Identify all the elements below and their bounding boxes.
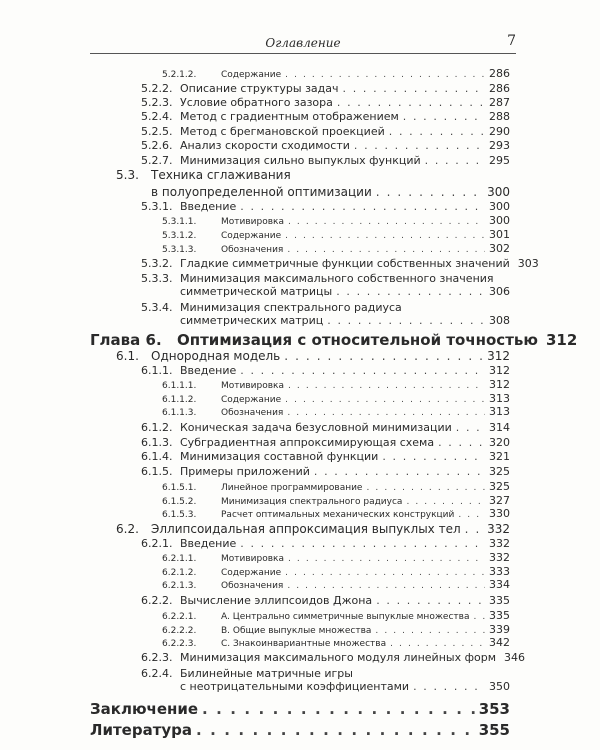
toc-entry-number: 6.2.1.3. (162, 581, 197, 591)
toc-entry-page: 335 (489, 594, 510, 607)
toc-entry-title: Минимизация максимального модуля линейных форм (180, 651, 497, 664)
toc-entry-page: 306 (489, 285, 510, 298)
toc-entry[interactable] (141, 96, 510, 109)
toc-entry-page: 286 (489, 67, 510, 80)
dot-leader (336, 285, 485, 298)
toc-entry-page: 353 (478, 700, 510, 718)
toc-entry-page: 286 (489, 82, 510, 95)
toc-entry[interactable] (141, 139, 510, 152)
toc-entry-title: B. Общие выпуклые множества (221, 626, 372, 636)
toc-entry[interactable] (141, 110, 510, 123)
dot-leader (196, 721, 475, 739)
toc-entry-page: 308 (489, 314, 510, 327)
toc-entry-title: Описание структуры задач (180, 82, 339, 95)
toc-entry-title-continuation: симметрических матриц (180, 314, 324, 327)
toc-entry[interactable] (141, 154, 510, 167)
dot-leader (458, 510, 485, 520)
toc-entry-title: Литература (90, 721, 193, 739)
toc-entry-number: 6.1.1. (141, 364, 173, 377)
toc-entry-title: Минимизация составной функции (180, 450, 379, 463)
toc-entry-title: Минимизация спектрального радиуса (221, 497, 403, 507)
toc-entry-number: 5.3.4. (141, 301, 173, 314)
dot-leader (287, 245, 485, 255)
toc-entry-page: 346 (504, 651, 526, 664)
dot-leader (240, 364, 485, 377)
toc-entry-page: 350 (489, 680, 510, 693)
dot-leader (376, 185, 483, 199)
toc-entry-number: 5.2.3. (141, 96, 173, 109)
toc-entry[interactable] (141, 257, 539, 270)
toc-entry[interactable] (162, 378, 510, 391)
toc-entry-title: Введение (180, 200, 237, 213)
toc-entry-number: 5.3.1.2. (162, 231, 197, 241)
toc-entry-title: Мотивировка (221, 381, 284, 391)
toc-entry-number: 5.2.2. (141, 82, 173, 95)
dot-leader (314, 465, 485, 478)
toc-entry-number: 6.1.1.2. (162, 395, 197, 405)
toc-entry[interactable] (141, 436, 510, 449)
toc-entry-title-continuation: симметрической матрицы (180, 285, 333, 298)
toc-entry-page: 342 (489, 636, 510, 649)
toc-entry-page: 325 (489, 465, 510, 478)
toc-entry-title: Минимизация спектрального радиуса (180, 301, 402, 314)
toc-entry-page: 288 (489, 110, 510, 123)
toc-entry-number: 5.2.4. (141, 110, 173, 123)
toc-entry-number: 6.1.5.3. (162, 510, 197, 520)
toc-entry-number: 5.2.5. (141, 125, 173, 138)
toc-entry-number: 6.1.5. (141, 465, 173, 478)
toc-entry[interactable] (90, 721, 510, 739)
toc-entry-page: 293 (489, 139, 510, 152)
toc-entry-page: 300 (489, 214, 510, 227)
toc-entry-number: 5.2.6. (141, 139, 173, 152)
dot-leader (337, 96, 485, 109)
dot-leader (343, 82, 485, 95)
dot-leader (456, 421, 485, 434)
toc-entry-title: Метод с брегмановской проекцией (180, 125, 385, 138)
header-title: Оглавление (265, 36, 341, 50)
dot-leader (288, 217, 485, 227)
toc-entry[interactable] (116, 349, 510, 363)
toc-entry-title: Линейное программирование (221, 483, 363, 493)
toc-entry-number: 5.3.2. (141, 257, 173, 270)
toc-entry-page: 339 (489, 623, 510, 636)
toc-entry-number: 6.2.3. (141, 651, 173, 664)
toc-entry-title: Содержание (221, 568, 282, 578)
dot-leader (389, 125, 485, 138)
toc-entry-title: Обозначения (221, 245, 284, 255)
toc-entry[interactable] (141, 272, 510, 298)
toc-entry[interactable] (162, 507, 510, 520)
toc-entry-number: 6.1.1.3. (162, 408, 197, 418)
toc-entry-page: 314 (489, 421, 510, 434)
toc-entry[interactable] (90, 331, 578, 349)
toc-entry[interactable] (141, 200, 510, 213)
toc-entry-page: 312 (489, 364, 510, 377)
toc-entry[interactable] (141, 364, 510, 377)
toc-entry-number: 6.1.5.1. (162, 483, 197, 493)
toc-entry-title: Условие обратного зазора (180, 96, 333, 109)
toc-entry-page: 333 (489, 565, 510, 578)
toc-entry-title: Вычисление эллипсоидов Джона (180, 594, 373, 607)
toc-entry-number: 6.2.1. (141, 537, 173, 550)
toc-entry[interactable] (162, 623, 510, 636)
toc-entry-page: 320 (489, 436, 510, 449)
toc-entry-page: 327 (489, 494, 510, 507)
toc-entry-page: 287 (489, 96, 510, 109)
toc-entry[interactable] (162, 242, 510, 255)
toc-entry-title: Содержание (221, 70, 282, 80)
toc-entry-number: 6.2.4. (141, 667, 173, 680)
toc-entry-number: 6.1.2. (141, 421, 173, 434)
dot-leader (327, 314, 485, 327)
toc-entry-page: 290 (489, 125, 510, 138)
toc-entry-number: 5.3.3. (141, 272, 173, 285)
toc-entry-number: 5.3. (116, 168, 139, 182)
toc-entry[interactable] (162, 636, 510, 649)
toc-entry-page: 313 (489, 392, 510, 405)
dot-leader (375, 626, 485, 636)
dot-leader (240, 200, 485, 213)
toc-entry-title: Минимизация максимального собственного значения (180, 272, 494, 285)
toc-entry-page: 302 (489, 242, 510, 255)
toc-entry-title: Обозначения (221, 581, 284, 591)
toc-entry[interactable] (141, 594, 510, 607)
toc-entry[interactable] (162, 67, 510, 80)
toc-entry-number: 6.1.1.1. (162, 381, 197, 391)
toc-entry[interactable] (162, 228, 510, 241)
toc-entry-title: Анализ скорости сходимости (180, 139, 350, 152)
toc-entry[interactable] (141, 667, 510, 693)
toc-entry-title: Мотивировка (221, 217, 284, 227)
toc-entry-page: 330 (489, 507, 510, 520)
toc-entry-title: Расчет оптимальных механических конструкций (221, 510, 455, 520)
dot-leader (285, 231, 485, 241)
dot-leader (202, 700, 475, 718)
toc-entry-page: 332 (489, 537, 510, 550)
toc-entry-title: Эллипсоидальная аппроксимация выпуклых тел (151, 522, 461, 536)
toc-entry-title: Примеры приложений (180, 465, 310, 478)
toc-entry-page: 300 (489, 200, 510, 213)
toc-entry[interactable] (162, 405, 510, 418)
toc-entry-title: Гладкие симметричные функции собственных значений (180, 257, 510, 270)
toc-entry-page: 332 (489, 551, 510, 564)
dot-leader (413, 680, 485, 693)
toc-entry-number: Глава 6. (90, 331, 162, 349)
toc-entry[interactable] (141, 82, 510, 95)
dot-leader (285, 395, 485, 405)
toc-entry-page: 321 (489, 450, 510, 463)
dot-leader (288, 554, 485, 564)
dot-leader (473, 612, 485, 622)
toc-entry[interactable] (141, 450, 510, 463)
toc-entry-title: Содержание (221, 231, 282, 241)
toc-entry-page: 312 (487, 349, 510, 363)
toc-entry[interactable] (141, 465, 510, 478)
toc-entry-title: Техника сглаживания (151, 168, 291, 182)
toc-entry-number: 5.2.7. (141, 154, 173, 167)
dot-leader (287, 581, 485, 591)
dot-leader (240, 537, 485, 550)
toc-entry-page: 295 (489, 154, 510, 167)
toc-entry[interactable] (162, 480, 510, 493)
toc-entry-title: Оптимизация с относительной точностью (177, 331, 538, 349)
toc-entry[interactable] (162, 392, 510, 405)
toc-entry[interactable] (141, 537, 510, 550)
toc-entry-number: 6.1.5.2. (162, 497, 197, 507)
toc-entry-title: Обозначения (221, 408, 284, 418)
toc-entry-number: 6.2.2.2. (162, 626, 197, 636)
dot-leader (366, 483, 485, 493)
toc-entry-title-continuation: с неотрицательными коэффициентами (180, 680, 410, 693)
toc-entry-title: Субградиентная аппроксимирующая схема (180, 436, 435, 449)
toc-entry-page: 312 (545, 331, 578, 349)
toc-entry-page: 334 (489, 578, 510, 591)
toc-entry-page: 332 (487, 522, 510, 536)
dot-leader (285, 70, 485, 80)
toc-entry-number: 6.1.3. (141, 436, 173, 449)
toc-entry-title-continuation: в полуопределенной оптимизации (151, 185, 372, 199)
toc-entry[interactable] (141, 301, 510, 327)
toc-entry-number: 5.3.1. (141, 200, 173, 213)
toc-entry-title: Введение (180, 537, 237, 550)
dot-leader (438, 436, 485, 449)
toc-entry-title: Заключение (90, 700, 199, 718)
dot-leader (465, 522, 483, 536)
toc-entry[interactable] (141, 651, 526, 664)
toc-entry-page: 335 (489, 609, 510, 622)
dot-leader (425, 154, 485, 167)
toc-entry-number: 6.2. (116, 522, 139, 536)
dot-leader (284, 349, 483, 363)
dot-leader (354, 139, 485, 152)
dot-leader (288, 381, 485, 391)
toc-entry-page: 300 (487, 185, 510, 199)
toc-entry-page: 312 (489, 378, 510, 391)
toc-entry[interactable] (141, 421, 510, 434)
toc-entry-number: 6.2.1.2. (162, 568, 197, 578)
dot-leader (382, 450, 485, 463)
dot-leader (390, 639, 485, 649)
toc-entry-page: 313 (489, 405, 510, 418)
toc-entry-number: 6.2.2.3. (162, 639, 197, 649)
dot-leader (287, 408, 485, 418)
dot-leader (285, 568, 485, 578)
toc-entry-title: Метод с градиентным отображением (180, 110, 399, 123)
toc-entry-page: 303 (517, 257, 539, 270)
page-number: 7 (507, 33, 516, 49)
toc-entry[interactable] (162, 565, 510, 578)
toc-entry[interactable] (162, 578, 510, 591)
toc-entry[interactable] (116, 168, 510, 199)
toc-entry-title: Минимизация сильно выпуклых функций (180, 154, 421, 167)
toc-entry-page: 355 (478, 721, 510, 739)
toc-entry-page: 301 (489, 228, 510, 241)
toc-entry-number: 6.2.2. (141, 594, 173, 607)
toc-entry-title: Введение (180, 364, 237, 377)
dot-leader (403, 110, 485, 123)
toc-entry-title: Однородная модель (151, 349, 281, 363)
toc-entry-number: 5.3.1.3. (162, 245, 197, 255)
toc-entry[interactable] (162, 609, 510, 622)
toc-entry-number: 6.2.1.1. (162, 554, 197, 564)
dot-leader (376, 594, 485, 607)
toc-entry-number: 6.2.2.1. (162, 612, 197, 622)
toc-entry-title: Содержание (221, 395, 282, 405)
toc-entry-number: 6.1. (116, 349, 139, 363)
toc-entry-page: 325 (489, 480, 510, 493)
toc-entry-number: 5.3.1.1. (162, 217, 197, 227)
toc-entry[interactable] (162, 214, 510, 227)
toc-entry-number: 5.2.1.2. (162, 70, 197, 80)
toc-entry[interactable] (90, 700, 510, 718)
toc-entry-title: Билинейные матричные игры (180, 667, 353, 680)
toc-entry[interactable] (162, 494, 510, 507)
toc-entry[interactable] (141, 125, 510, 138)
dot-leader (406, 497, 485, 507)
toc-entry-number: 6.1.4. (141, 450, 173, 463)
toc-entry-title: C. Знакоинвариантные множества (221, 639, 387, 649)
toc-entry[interactable] (162, 551, 510, 564)
toc-entry-title: A. Центрально симметричные выпуклые множества (221, 612, 470, 622)
toc-entry-title: Мотивировка (221, 554, 284, 564)
toc-entry-title: Коническая задача безусловной минимизации (180, 421, 452, 434)
toc-entry[interactable] (116, 522, 510, 536)
